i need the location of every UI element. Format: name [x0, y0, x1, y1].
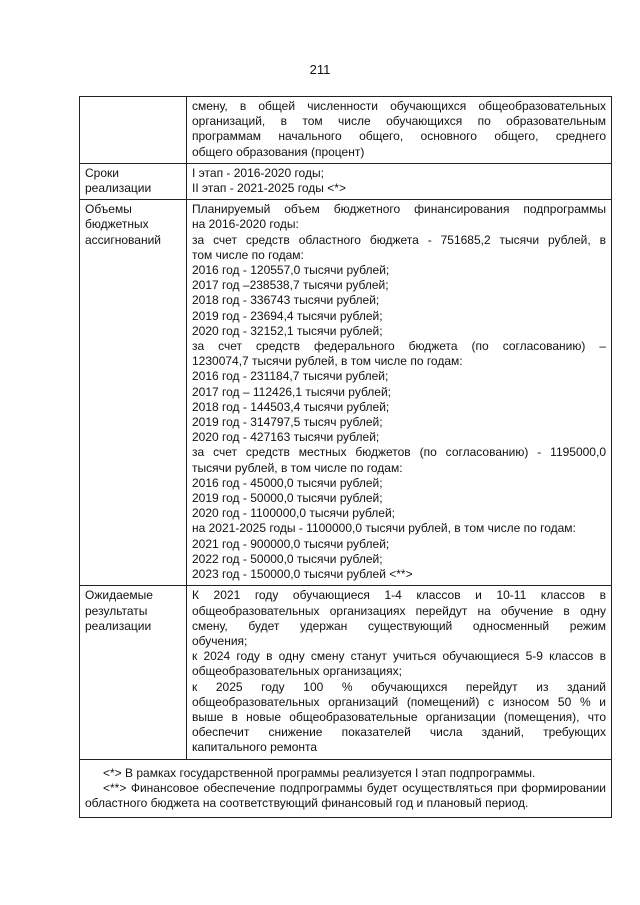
text-line: 2017 год – 112426,1 тысячи рублей; [192, 384, 392, 399]
text-line: на 2021-2025 годы - 1100000,0 тысячи рублей, в том числе по годам: [192, 521, 576, 536]
text-line: 2016 год - 231184,7 тысячи рублей; [192, 369, 389, 384]
text-line: Планируемый объем бюджетного финансирования подпрограммы [192, 202, 606, 217]
text-line: 2021 год - 900000,0 тысячи рублей; [192, 536, 390, 551]
text-line: капитального ремонта [192, 740, 318, 755]
funding-cell [187, 200, 612, 586]
table-row [80, 163, 612, 199]
text-line: общеобразовательных организациях перейдут на обучение в одну [192, 603, 606, 618]
footnote-2 [85, 781, 606, 811]
page-number: 211 [309, 62, 331, 77]
text-line: 2018 год - 144503,4 тысячи рублей; [192, 399, 390, 414]
text-line: программам начального общего, основного общего, среднего [192, 129, 606, 144]
text-line: общеобразовательных организациях; [192, 664, 402, 679]
text-line: обучения; [192, 633, 248, 648]
text-line: выше в новые общеобразовательные организации (помещения), что [192, 709, 606, 724]
text-line: тысячи рублей, в том числе по годам: [192, 460, 403, 475]
text-line: 1230074,7 тысячи рублей, в том числе по годам: [192, 354, 463, 369]
table-row [80, 759, 612, 818]
table-row [80, 97, 612, 164]
continuation-cell [187, 97, 612, 164]
footnote-2-text: <**> Финансовое обеспечение подпрограммы будет осуществляться при формировании областного бюджета на соответствующий финансовый год и плановый период. [85, 780, 606, 810]
text-line: за счет средств федерального бюджета (по согласованию) – [192, 339, 606, 354]
results-cell [187, 586, 612, 759]
label-line: реализации [85, 181, 152, 196]
text-line: 2020 год - 427163 тысячи рублей; [192, 430, 380, 445]
text-line: 2018 год - 336743 тысячи рублей; [192, 293, 380, 308]
row-label-empty [80, 97, 187, 164]
text-line: к 2025 году 100 % обучающихся перейдут из зданий [192, 679, 606, 694]
text-line: за счет средств областного бюджета - 751685,2 тысячи рублей, в [192, 232, 606, 247]
row-label-funding [80, 200, 187, 586]
footnotes-cell [80, 759, 612, 818]
footnote-1 [85, 766, 606, 781]
text-line: к 2024 году в одну смену станут учиться обучающиеся 5-9 классов в [192, 649, 606, 664]
label-line: результаты [85, 603, 148, 618]
text-line: 2016 год - 45000,0 тысячи рублей; [192, 475, 383, 490]
text-line: смену, будет удержан существующий односменный режим [192, 618, 606, 633]
text-line: общего образования (процент) [192, 144, 365, 159]
footnote-1-text: <*> В рамках государственной программы реализуется I этап подпрограммы. [103, 765, 536, 780]
text-line: на 2016-2020 годы: [192, 217, 299, 232]
text-line: 2017 год –238538,7 тысячи рублей; [192, 278, 389, 293]
label-line: Ожидаемые [85, 588, 153, 603]
terms-cell [187, 163, 612, 199]
text-line: 2019 год - 50000,0 тысячи рублей; [192, 491, 383, 506]
text-line: 2016 год - 120557,0 тысячи рублей; [192, 263, 390, 278]
label-line: бюджетных [85, 217, 149, 232]
table-row [80, 200, 612, 586]
table-row [80, 586, 612, 759]
text-line: организаций, в том числе обучающихся по образовательным [192, 114, 606, 129]
text-line: обеспечит снижение показателей числа зданий, требующих [192, 725, 606, 740]
text-line: 2020 год - 1100000,0 тысячи рублей; [192, 506, 396, 521]
text-line: общеобразовательных организаций (помещений) с износом 50 % и [192, 694, 606, 709]
text-line: смену, в общей численности обучающихся общеобразовательных [192, 99, 606, 113]
text-line: 2022 год - 50000,0 тысячи рублей; [192, 551, 383, 566]
label-line: Сроки [85, 165, 119, 180]
row-label-results [80, 586, 187, 759]
text-line: I этап - 2016-2020 годы; [192, 165, 324, 180]
text-line: К 2021 году обучающиеся 1-4 классов и 10-11 классов в [192, 588, 606, 603]
text-line: за счет средств местных бюджетов (по согласованию) - 1195000,0 [192, 445, 606, 460]
text-line: 2019 год - 23694,4 тысячи рублей; [192, 308, 383, 323]
text-line: 2020 год - 32152,1 тысячи рублей; [192, 323, 383, 338]
text-line: 2019 год - 314797,5 тысяч рублей; [192, 415, 383, 430]
row-label-terms [80, 163, 187, 199]
text-line: том числе по годам: [192, 247, 304, 262]
text-line: 2023 год - 150000,0 тысячи рублей <**> [192, 567, 413, 582]
label-line: Объемы [85, 202, 132, 217]
subprogram-passport-table [79, 96, 612, 818]
text-line: II этап - 2021-2025 годы <*> [192, 181, 346, 196]
label-line: реализации [85, 618, 152, 633]
label-line: ассигнований [85, 232, 162, 247]
